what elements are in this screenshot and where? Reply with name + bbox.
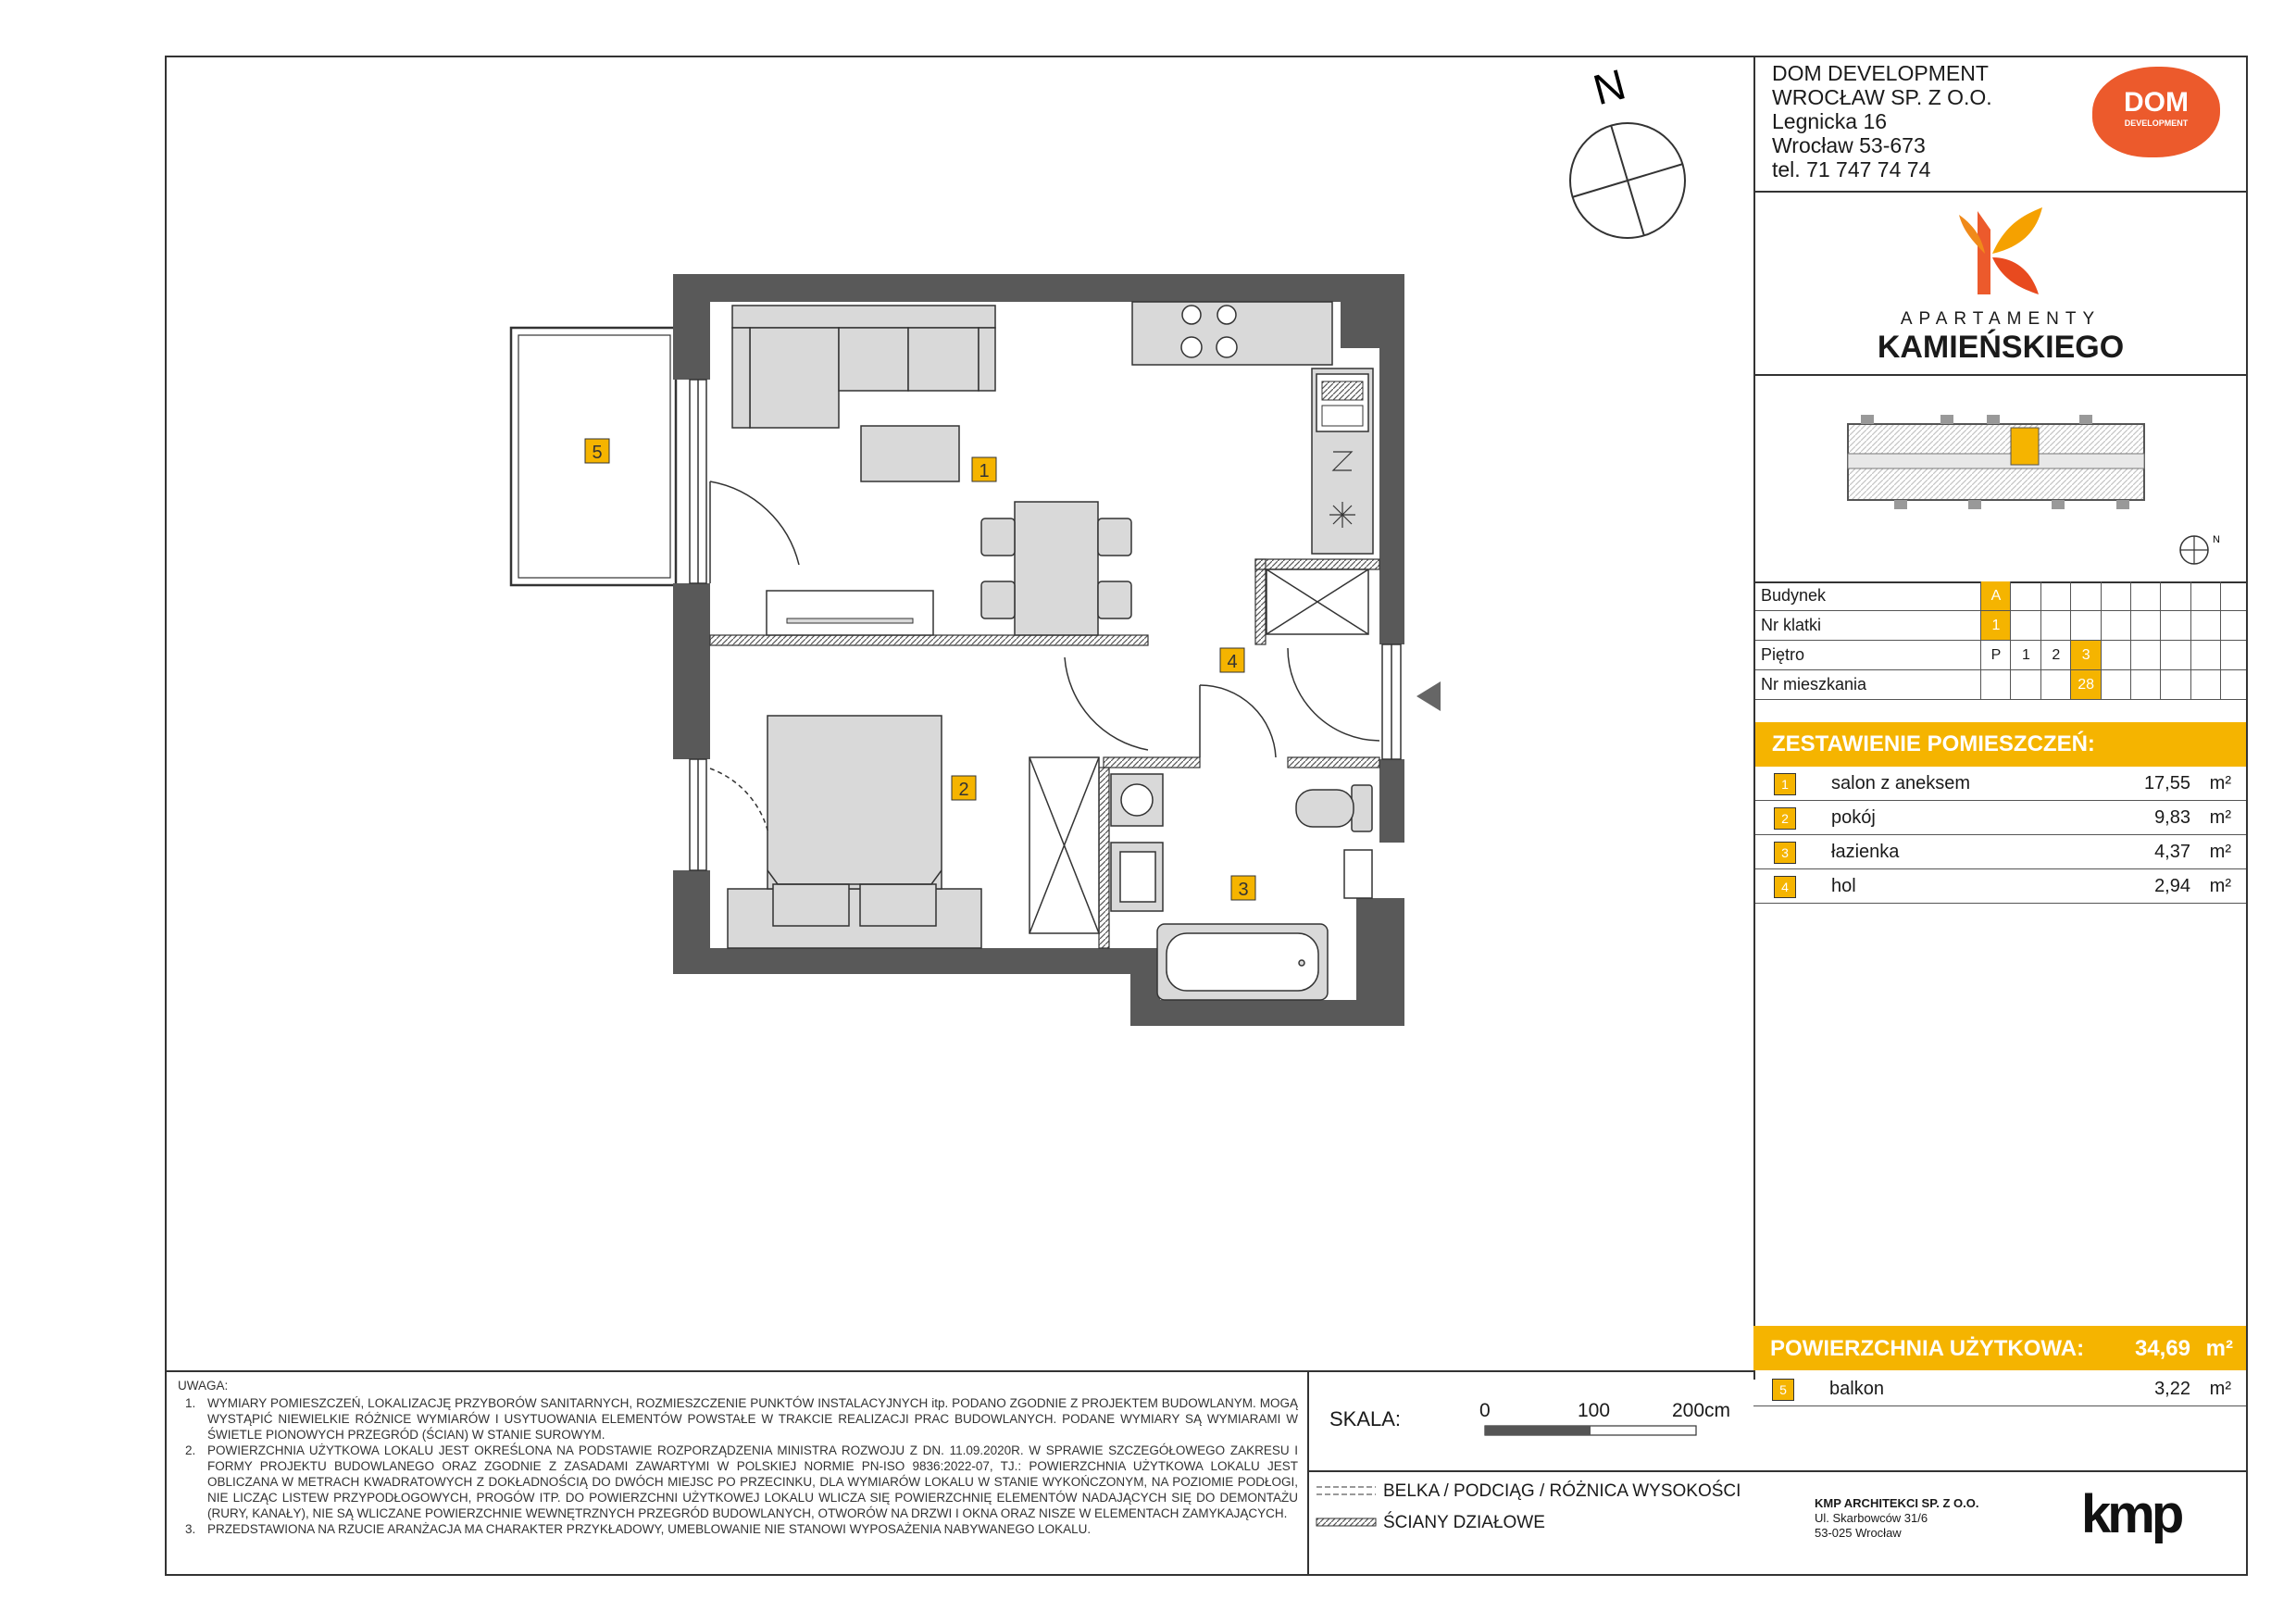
info-cell	[2010, 581, 2040, 610]
north-arrow-icon	[1570, 59, 1685, 238]
scale-divider	[1307, 1470, 1755, 1472]
room-badge-1: 1	[979, 461, 990, 481]
coffee-table	[861, 426, 959, 481]
note-item: 2. POWIERZCHNIA UŻYTKOWA LOKALU JEST OKREŚLONA NA PODSTAWIE ROZPORZĄDZENIA MINISTRA ROZWOJU Z DN. 11.09.2020R. W SPRAWIE SZCZEGÓŁOWEGO ZAKRESU I FORMY PROJEKTU BUDOWLANEGO ORAZ ZGODNIE Z ZASADAMI ZAWARTYMI W POLSKIEJ NORMIE PN-ISO 9836:2022-07, TJ.: POWIERZCHNIA UŻYTKOWA LOKALU JEST OBLICZANA W METRACH KWADRATOWYCH Z DOKŁADNOŚCIĄ DO DWÓCH MIEJSC PO PRZECINKU, DLA WYMIARÓW LOKALU W STANIE WYKOŃCZONYM, NA POZIOMIE PODŁOGI, NIE LICZĄC LISTEW PRZYPODŁOGOWYCH, PROGÓW ITP. DO POWIERZCHNI UŻYTKOWEJ LOKALU WLICZA SIĘ POWIERZCHNIĘ ELEMENTÓW NADAJĄCYCH SIĘ DO DEMONTAŻU (RURY, KANAŁY), NIE SĄ WLICZANE POWIERZCHNIE WEWNĘTRZNYCH PRZEGRÓD BUDOWLANYCH, OTWORÓW NA DRZWI I OKNA ORAZ NISZE W ELEMENTACH ZAMYKAJĄCYCH.	[185, 1443, 1298, 1520]
info-cell	[2160, 581, 2190, 610]
scale-tick-100: 100	[1578, 1400, 1611, 1421]
usable-area-label: POWIERZCHNIA UŻYTKOWA:	[1770, 1336, 2085, 1361]
architect-address-1: Ul. Skarbowców 31/6	[1815, 1511, 1928, 1525]
svg-text:N: N	[2213, 534, 2220, 545]
company-name: DOM DEVELOPMENT	[1772, 61, 1989, 85]
info-row-mieszkanie: Nr mieszkania 28	[1755, 670, 2246, 700]
company-address	[1772, 61, 1992, 181]
info-row-klatka: Nr klatki 1	[1755, 611, 2246, 641]
oven-icon	[1329, 502, 1355, 528]
info-cell	[2220, 611, 2251, 640]
sofa	[732, 306, 995, 428]
scale-label: SKALA:	[1329, 1407, 1402, 1430]
info-row-pietro: Piętro P 1 2 3	[1755, 641, 2246, 670]
entrance-marker-icon	[1416, 681, 1441, 711]
info-cell	[2101, 581, 2131, 610]
info-cell	[2040, 581, 2071, 610]
info-cell	[2190, 641, 2221, 669]
notes-divider	[1307, 1370, 1309, 1574]
project-block	[1755, 191, 2246, 376]
company-phone: tel. 71 747 74 74	[1772, 157, 1931, 181]
info-cell	[2130, 581, 2161, 610]
scale-tick-0: 0	[1479, 1400, 1491, 1421]
info-cell	[2160, 670, 2190, 699]
info-cell	[2040, 611, 2071, 640]
info-cell: P	[1980, 641, 2011, 669]
project-name: KAMIEŃSKIEGO	[1877, 330, 2125, 365]
info-cell	[2130, 641, 2161, 669]
room-badge-3: 3	[1238, 880, 1249, 900]
bed	[728, 716, 981, 948]
room-row: 2 pokój 9,83 m²	[1755, 801, 2246, 835]
company-city: Wrocław 53-673	[1772, 133, 1926, 157]
kitchen-sink-icon	[1316, 374, 1368, 431]
architect-name: KMP ARCHITEKCI SP. Z O.O.	[1815, 1496, 1979, 1510]
info-cell: 3	[2070, 641, 2101, 669]
room-badge-4: 4	[1227, 652, 1238, 672]
architect-block	[1815, 1496, 1978, 1541]
legend-beam-icon	[1315, 1481, 1379, 1500]
info-cell	[2070, 581, 2101, 610]
usable-area-bar	[1753, 1326, 2246, 1370]
note-item: 3. PRZEDSTAWIONA NA RZUCIE ARANŻACJA MA CHARAKTER PRZYKŁADOWY, UMEBLOWANIE NIE STANOWI WYPOSAŻENIA NABYWANEGO LOKALU.	[185, 1522, 1092, 1536]
small-north-icon	[2174, 530, 2226, 567]
info-cell	[2190, 581, 2221, 610]
room-badge-2: 2	[958, 780, 969, 800]
company-name-2: WROCŁAW SP. Z O.O.	[1772, 85, 1992, 109]
usable-area-unit: m²	[2205, 1336, 2233, 1361]
info-cell	[2070, 611, 2101, 640]
scale-tick-200: 200cm	[1672, 1400, 1731, 1421]
balcony-row: 5 balkon 3,22 m²	[1753, 1372, 2246, 1406]
usable-area-value: 34,69	[2134, 1336, 2190, 1361]
info-cell	[2130, 611, 2161, 640]
info-cell	[2220, 641, 2251, 669]
info-cell	[2220, 581, 2251, 610]
company-street: Legnicka 16	[1772, 109, 1888, 133]
info-cell	[2160, 641, 2190, 669]
scale-bar	[1481, 1424, 1731, 1439]
info-row-budynek: Budynek A	[1755, 581, 2246, 611]
info-cell	[2190, 611, 2221, 640]
legend-partition-label: ŚCIANY DZIAŁOWE	[1383, 1513, 1545, 1532]
info-cell	[2040, 670, 2071, 699]
room-row: 4 hol 2,94 m²	[1755, 869, 2246, 904]
info-cell: 28	[2070, 670, 2101, 699]
info-cell	[1980, 670, 2011, 699]
architect-address-2: 53-025 Wrocław	[1815, 1526, 1902, 1540]
room-row: 3 łazienka 4,37 m²	[1755, 835, 2246, 869]
notes-block	[178, 1378, 1298, 1537]
info-cell: 1	[1980, 611, 2011, 640]
room-row: 1 salon z aneksem 17,55 m²	[1755, 767, 2246, 801]
info-cell: 2	[2040, 641, 2071, 669]
room-badge-5: 5	[592, 443, 603, 463]
north-label: N	[1588, 59, 1631, 115]
info-cell: 1	[2010, 641, 2040, 669]
company-block	[1755, 56, 2246, 193]
info-cell	[2010, 611, 2040, 640]
project-name-top: APARTAMENTY	[1900, 309, 2102, 329]
apartment-info-table	[1755, 581, 2246, 711]
site-plan-block	[1755, 374, 2246, 583]
info-cell: A	[1980, 581, 2011, 610]
info-cell	[2010, 670, 2040, 699]
architect-divider	[1753, 1470, 2246, 1472]
info-cell	[2190, 670, 2221, 699]
kamienskiego-logo-icon	[1950, 202, 2052, 304]
tv-cabinet	[767, 591, 933, 635]
notes-title: UWAGA:	[178, 1379, 229, 1393]
rooms-header: ZESTAWIENIE POMIESZCZEŃ:	[1755, 722, 2246, 767]
info-cell	[2220, 670, 2251, 699]
info-cell	[2101, 611, 2131, 640]
title-block	[1753, 56, 2246, 1380]
legend-beam-label: BELKA / PODCIĄG / RÓŻNICA WYSOKOŚCI	[1383, 1481, 1741, 1501]
building-key-plan	[1839, 396, 2153, 526]
legend-partition-icon	[1315, 1517, 1379, 1530]
info-cell	[2130, 670, 2161, 699]
kmp-logo: kmp	[2081, 1484, 2181, 1544]
info-cell	[2160, 611, 2190, 640]
dining-table	[981, 502, 1131, 635]
info-cell	[2101, 641, 2131, 669]
dom-development-logo: DOM DEVELOPMENT	[2092, 67, 2220, 157]
info-cell	[2101, 670, 2131, 699]
footer-divider	[165, 1370, 1755, 1372]
note-item: 1. WYMIARY POMIESZCZEŃ, LOKALIZACJĘ PRZYBORÓW SANITARNYCH, ROZMIESZCZENIE PUNKTÓW INSTALACYJNYCH itp. PODANO ZGODNIE Z PROJEKTEM BUDOWLANYM. MOGĄ WYSTĄPIĆ NIEWIELKIE RÓŻNICE WYMIARÓW I USYTUOWANIA ELEMENTÓW POWSTAŁE W TRAKCIE REALIZACJI PRAC BUDOWLANYCH. PODANE WYMIARY SĄ WYMIARAMI W ŚWIETLE PIONOWYCH PRZEGRÓD (ŚCIAN) W STANIE SUROWYM.	[185, 1396, 1298, 1442]
